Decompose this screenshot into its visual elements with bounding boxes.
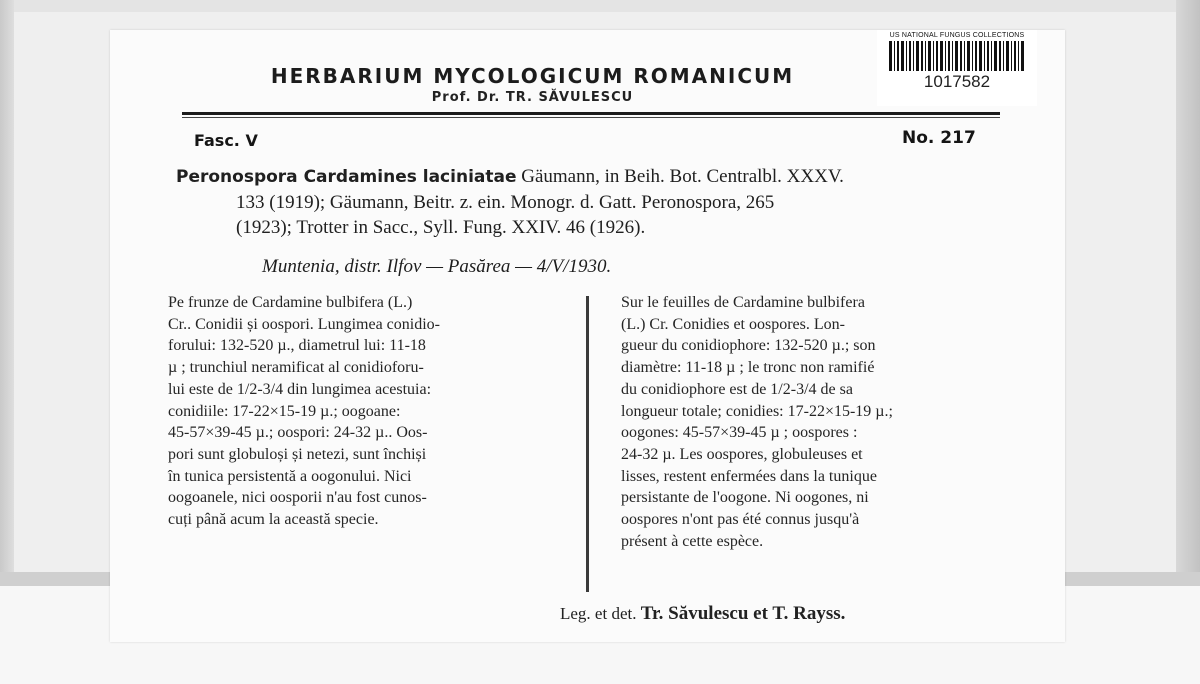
barcode-caption: US NATIONAL FUNGUS COLLECTIONS: [889, 32, 1025, 39]
fr-line: longueur totale; conidies: 17-22×15-19 µ.;: [621, 402, 893, 420]
fr-line: gueur du conidiophore: 132-520 µ.; son: [621, 337, 876, 355]
header-rule-thin: [182, 117, 1000, 118]
citation-line-1: Gäumann, in Beih. Bot. Centralbl. XXXV.: [516, 166, 844, 187]
fr-line: persistante de l'oogone. Ni oogones, ni: [621, 489, 869, 507]
ro-line: oogoanele, nici oosporii n'au fost cunos-: [168, 489, 427, 507]
collector-line: [560, 603, 1040, 625]
ro-line: în tunica persistentă a oogonului. Nici: [168, 467, 412, 485]
description-french: [621, 292, 1011, 552]
fr-line: diamètre: 11-18 µ ; le tronc non ramifié: [621, 359, 875, 377]
header-rule-thick: [182, 112, 1000, 115]
collector-name-1: Tr. Săvulescu: [640, 603, 749, 624]
fr-line: du conidiophore est de 1/2-3/4 de sa: [621, 380, 853, 398]
specimen-number: No. 217: [902, 128, 976, 148]
fr-line: présent à cette espèce.: [621, 532, 764, 550]
species-name: Peronospora Cardamines laciniatae: [176, 167, 517, 187]
ro-line: pori sunt globuloși și netezi, sunt închiși: [168, 445, 427, 463]
collector-joiner: et: [748, 603, 773, 624]
ro-line: cuți până acum la această specie.: [168, 511, 379, 529]
ro-line: lui este de 1/2-3/4 din lungimea acestuia:: [168, 380, 432, 398]
column-divider: [586, 296, 589, 592]
description-romanian: [168, 292, 568, 531]
barcode-icon: [889, 41, 1025, 71]
fr-line: Sur le feuilles de Cardamine bulbifera: [621, 294, 865, 311]
herbarium-title: HERBARIUM MYCOLOGICUM ROMANICUM: [270, 64, 795, 88]
ro-line: Pe frunze de Cardamine bulbifera (L.): [168, 294, 413, 311]
ro-line: forului: 132-520 µ., diametrul lui: 11-18: [168, 337, 426, 355]
herbarium-label: [110, 30, 1065, 642]
ro-line: Cr.. Conidii și oospori. Lungimea conidio-: [168, 315, 440, 333]
barcode-number: 1017582: [923, 72, 991, 91]
fr-line: oospores n'ont pas été connus jusqu'à: [621, 511, 860, 529]
collector-prefix: Leg. et det.: [560, 604, 641, 623]
herbarium-director: Prof. Dr. TR. SĂVULESCU: [431, 90, 634, 105]
fr-line: (L.) Cr. Conidies et oospores. Lon-: [621, 315, 845, 333]
ro-line: conidiile: 17-22×15-19 µ.; oogoane:: [168, 402, 401, 420]
ro-line: µ ; trunchiul neramificat al conidioforu-: [168, 359, 424, 377]
citation-line-2: 133 (1919); Gäumann, Beitr. z. ein. Monogr. d. Gatt. Peronospora, 265: [236, 192, 775, 213]
collector-name-2: T. Rayss.: [772, 603, 846, 624]
fascicle-label: Fasc. V: [194, 131, 258, 150]
fr-line: oogones: 45-57×39-45 µ ; oospores :: [621, 424, 858, 442]
mount-top-edge: [0, 0, 1200, 12]
citation-line-3: (1923); Trotter in Sacc., Syll. Fung. XXIV. 46 (1926).: [236, 217, 646, 238]
collection-locality: Muntenia, distr. Ilfov — Pasărea — 4/V/1930.: [262, 256, 612, 277]
fr-line: lisses, restent enfermées dans la tunique: [621, 467, 877, 485]
taxon-citation: [176, 164, 1016, 240]
ro-line: 45-57×39-45 µ.; oospori: 24-32 µ.. Oos-: [168, 424, 428, 442]
fr-line: 24-32 µ. Les oospores, globuleuses et: [621, 445, 863, 463]
barcode-sticker: [877, 30, 1037, 106]
